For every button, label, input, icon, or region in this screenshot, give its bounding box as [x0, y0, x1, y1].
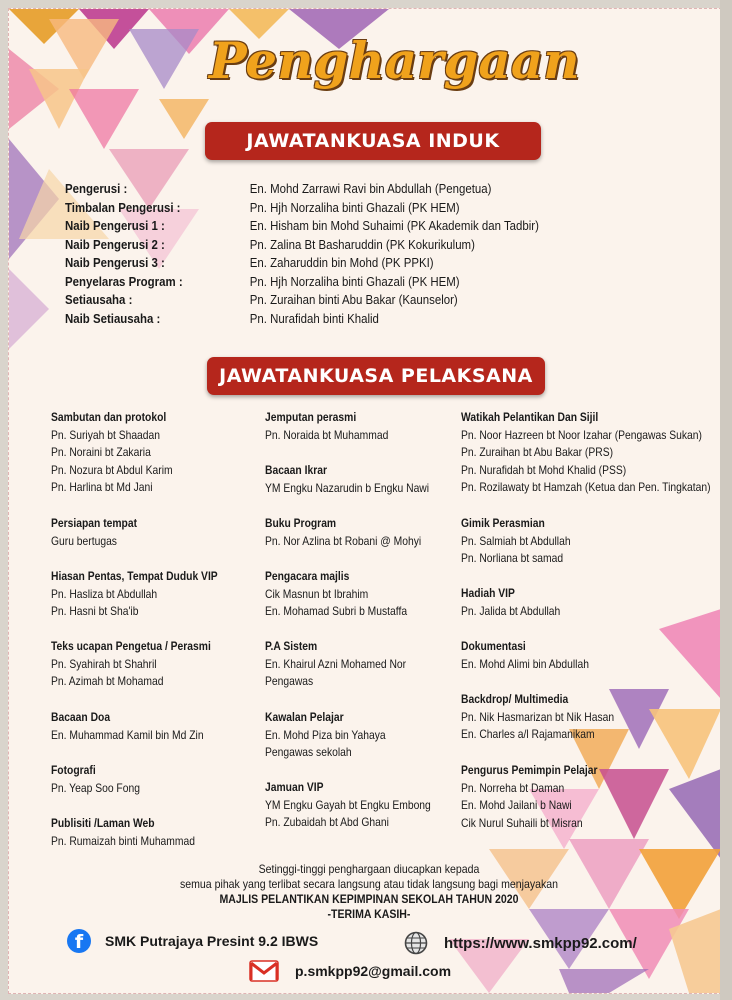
induk-role: Naib Pengerusi 1 :: [65, 218, 165, 233]
committee-title: Teks ucapan Pengetua / Perasmi: [51, 639, 211, 653]
committee-member: En. Mohamad Subri b Mustaffa: [265, 604, 408, 619]
committee-member: Pn. Azimah bt Mohamad: [51, 674, 164, 689]
induk-name: Pn. Zalina Bt Basharuddin (PK Kokurikulum): [249, 237, 475, 252]
committee-member: Pn. Norliana bt samad: [461, 551, 564, 566]
email-contact[interactable]: [249, 960, 451, 982]
committee-member: Pn. Norreha bt Daman: [461, 780, 565, 795]
committee-title: Publisiti /Laman Web: [51, 816, 155, 830]
induk-name: En. Hisham bin Mohd Suhaimi (PK Akademik dan Tadbir): [249, 218, 539, 233]
committee-member: Cik Masnun bt Ibrahim: [265, 586, 369, 601]
facebook-icon: f: [67, 929, 91, 953]
committee-group: [265, 409, 455, 444]
committee-member: Guru bertugas: [51, 533, 117, 548]
committee-title: Bacaan Ikrar: [265, 463, 327, 477]
committee-member: En. Charles a/l Rajamanikam: [461, 727, 595, 742]
committee-title: Buku Program: [265, 516, 337, 530]
committee-group: [51, 638, 251, 691]
committee-group: [265, 638, 455, 691]
committee-member: Pn. Nik Hasmarizan bt Nik Hasan: [461, 709, 615, 724]
page-edge: [720, 0, 732, 1000]
induk-name: Pn. Hjh Norzaliha binti Ghazali (PK HEM): [249, 200, 460, 215]
committee-member: Pengawas: [265, 674, 314, 689]
committee-group: [265, 709, 455, 762]
closing-line: semua pihak yang terlibat secara langsung atau tidak langsung bagi menjayakan: [179, 877, 559, 891]
committee-group: [51, 815, 251, 850]
committee-group: [461, 409, 721, 497]
induk-role: Naib Pengerusi 3 :: [65, 255, 165, 270]
closing-message: [149, 862, 589, 922]
facebook-name[interactable]: SMK Putrajaya Presint 9.2 IBWS: [105, 933, 319, 949]
committee-member: Pn. Noraini bt Zakaria: [51, 445, 151, 460]
committee-title: Hiasan Pentas, Tempat Duduk VIP: [51, 569, 218, 583]
committee-group: [461, 638, 721, 673]
induk-role: Setiausaha :: [65, 292, 133, 307]
gmail-icon: [249, 960, 279, 982]
page-title: Penghargaan: [209, 31, 580, 90]
committee-title: Gimik Perasmian: [461, 516, 545, 530]
induk-name: Pn. Zuraihan binti Abu Bakar (Kaunselor): [249, 292, 458, 307]
committee-member: YM Engku Gayah bt Engku Embong: [265, 797, 431, 812]
committee-title: Bacaan Doa: [51, 710, 111, 724]
committee-title: Jamuan VIP: [265, 780, 324, 794]
committee-title: Pengurus Pemimpin Pelajar: [461, 763, 598, 777]
committee-member: En. Mohd Alimi bin Abdullah: [461, 656, 589, 671]
committee-member: Pn. Harlina bt Md Jani: [51, 480, 153, 495]
committee-title: Hadiah VIP: [461, 586, 515, 600]
website-contact[interactable]: [404, 931, 637, 955]
committee-member: Pn. Jalida bt Abdullah: [461, 603, 561, 618]
committee-member: Pn. Suriyah bt Shaadan: [51, 427, 161, 442]
globe-icon: [404, 931, 428, 955]
induk-role: Naib Pengerusi 2 :: [65, 237, 165, 252]
closing-line: Setinggi-tinggi penghargaan diucapkan kepada: [258, 862, 480, 876]
committee-group: [265, 568, 455, 621]
committee-member: Pn. Rozilawaty bt Hamzah (Ketua dan Pen. Tingkatan): [461, 480, 711, 495]
facebook-contact[interactable]: [67, 929, 318, 953]
induk-role: Naib Setiausaha :: [65, 311, 161, 326]
committee-member: YM Engku Nazarudin b Engku Nawi: [265, 480, 430, 495]
thank-you: -TERIMA KASIH-: [327, 907, 411, 921]
committee-title: Persiapan tempat: [51, 516, 138, 530]
committee-member: Pn. Rumaizah binti Muhammad: [51, 833, 195, 848]
committee-title: Sambutan dan protokol: [51, 410, 167, 424]
committee-title: Watikah Pelantikan Dan Sijil: [461, 410, 599, 424]
committee-member: Pengawas sekolah: [265, 745, 352, 760]
induk-name: En. Mohd Zarrawi Ravi bin Abdullah (Pengetua): [249, 181, 492, 196]
poster-page: [8, 8, 722, 994]
committee-member: Pn. Hasni bt Sha'ib: [51, 604, 139, 619]
committee-group: [461, 691, 721, 744]
committee-group: [51, 568, 251, 621]
committee-member: Pn. Yeap Soo Fong: [51, 780, 140, 795]
induk-heading: JAWATANKUASA INDUK: [205, 122, 541, 160]
email-address[interactable]: p.smkpp92@gmail.com: [295, 963, 452, 979]
induk-role: Timbalan Pengerusi :: [65, 200, 181, 215]
committee-group: [51, 709, 251, 744]
committee-member: En. Muhammad Kamil bin Md Zin: [51, 727, 204, 742]
induk-name: Pn. Hjh Norzaliha binti Ghazali (PK HEM): [249, 274, 460, 289]
committee-member: En. Mohd Piza bin Yahaya: [265, 727, 386, 742]
committee-group: [461, 762, 721, 832]
event-name: MAJLIS PELANTIKAN KEPIMPINAN SEKOLAH TAHUN 2020: [219, 892, 519, 906]
committee-member: Pn. Zubaidah bt Abd Ghani: [265, 815, 389, 830]
committee-member: Pn. Syahirah bt Shahril: [51, 656, 157, 671]
committee-group: [51, 409, 251, 497]
committee-group: [461, 585, 721, 620]
induk-role: Penyelaras Program :: [65, 274, 183, 289]
committee-member: Pn. Noor Hazreen bt Noor Izahar (Pengawas Sukan): [461, 427, 702, 442]
committee-member: Pn. Zuraihan bt Abu Bakar (PRS): [461, 445, 614, 460]
committee-title: Jemputan perasmi: [265, 410, 357, 424]
committee-member: En. Khairul Azni Mohamed Nor: [265, 656, 407, 671]
committee-title: Dokumentasi: [461, 639, 526, 653]
committee-group: [461, 515, 721, 568]
committee-group: [51, 515, 251, 550]
induk-name: Pn. Nurafidah binti Khalid: [249, 311, 379, 326]
committee-member: Pn. Nor Azlina bt Robani @ Mohyi: [265, 533, 422, 548]
committee-group: [51, 762, 251, 797]
committee-member: Pn. Noraida bt Muhammad: [265, 427, 389, 442]
committee-title: Fotografi: [51, 763, 96, 777]
website-link[interactable]: https://www.smkpp92.com/: [444, 934, 637, 952]
committee-member: Pn. Salmiah bt Abdullah: [461, 533, 571, 548]
pelaksana-heading: JAWATANKUASA PELAKSANA: [207, 357, 545, 395]
committee-title: Kawalan Pelajar: [265, 710, 344, 724]
committee-member: Pn. Nurafidah bt Mohd Khalid (PSS): [461, 462, 627, 477]
committee-group: [265, 779, 455, 832]
committee-group: [265, 462, 455, 497]
committee-member: Cik Nurul Suhaili bt Misran: [461, 815, 583, 830]
induk-name: En. Zaharuddin bin Mohd (PK PPKI): [249, 255, 434, 270]
induk-role: Pengerusi :: [65, 181, 128, 196]
committee-title: Backdrop/ Multimedia: [461, 692, 569, 706]
committee-member: Pn. Hasliza bt Abdullah: [51, 586, 158, 601]
committee-title: P.A Sistem: [265, 639, 318, 653]
committee-title: Pengacara majlis: [265, 569, 350, 583]
committee-group: [265, 515, 455, 550]
committee-member: Pn. Nozura bt Abdul Karim: [51, 462, 173, 477]
committee-member: En. Mohd Jailani b Nawi: [461, 798, 572, 813]
